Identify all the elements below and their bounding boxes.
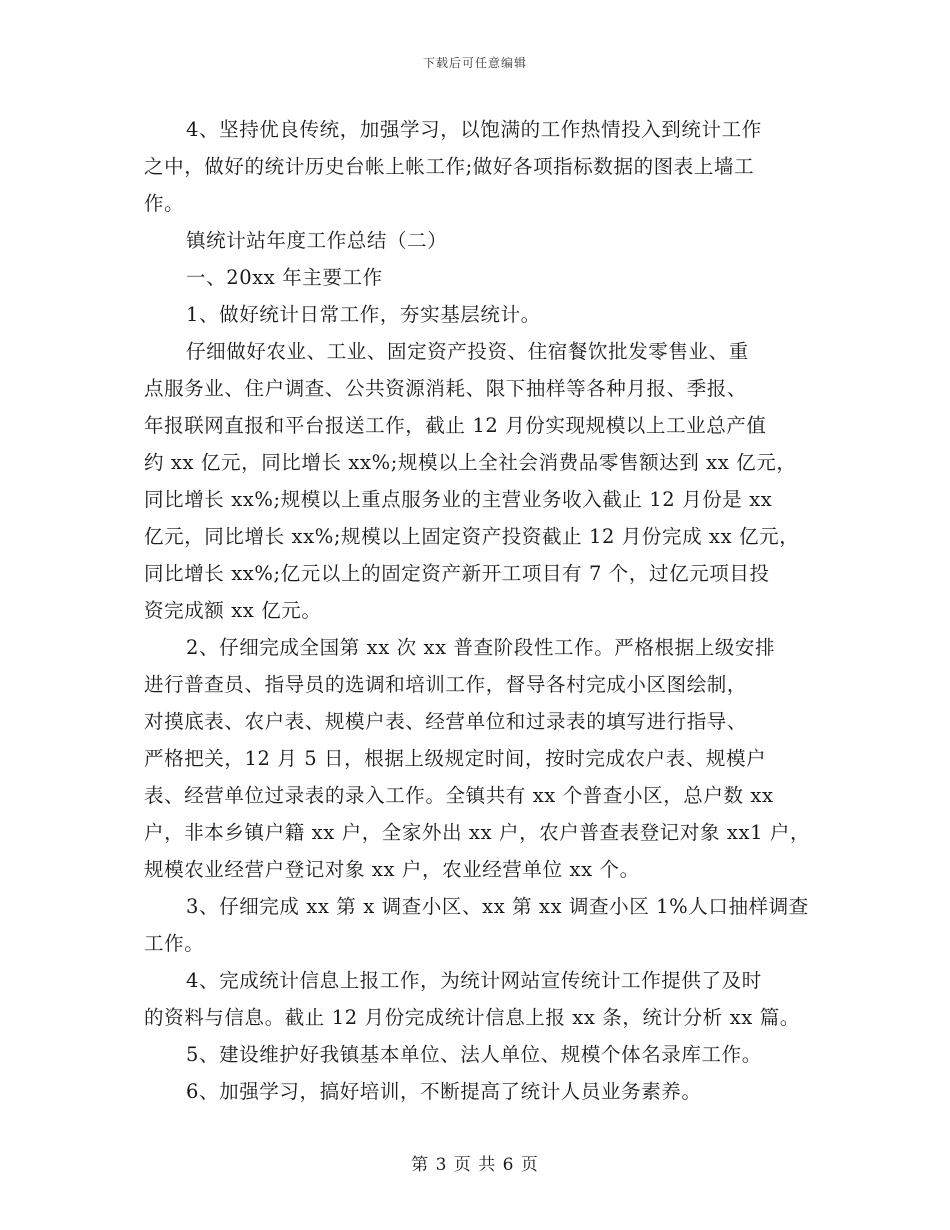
text-line: 亿元，同比增长 xx%;规模以上固定资产投资截止 12 月份完成 xx 亿元， [144, 525, 800, 548]
paragraph [144, 1036, 812, 1073]
text-line: 对摸底表、农户表、规模户表、经营单位和过录表的填写进行指导、 [144, 710, 748, 733]
text-line: 资完成额 xx 亿元。 [144, 599, 322, 622]
paragraph [144, 1073, 812, 1110]
text-line: 进行普查员、指导员的选调和培训工作，督导各村完成小区图绘制， [144, 673, 748, 696]
text-line: 2、仔细完成全国第 xx 次 xx 普查阶段性工作。严格根据上级安排 [186, 636, 776, 659]
text-line: 的资料与信息。截止 12 月份完成统计信息上报 xx 条，统计分析 xx 篇。 [144, 1006, 800, 1029]
page-header: 下载后可任意编辑 [422, 56, 527, 70]
text-line: 6、加强学习，搞好培训，不断提高了统计人员业务素养。 [186, 1080, 702, 1103]
text-line: 同比增长 xx%;规模以上重点服务业的主营业务收入截止 12 月份是 xx [144, 488, 773, 511]
text-line: 约 xx 亿元，同比增长 xx%;规模以上全社会消费品零售额达到 xx 亿元， [144, 451, 797, 474]
text-line: 一、20xx 年主要工作 [186, 266, 383, 289]
document-body [144, 111, 812, 1110]
sub-heading [144, 296, 812, 333]
text-line: 作。 [144, 192, 185, 215]
text-line: 同比增长 xx%;亿元以上的固定资产新开工项目有 7 个，过亿元项目投 [144, 562, 770, 585]
text-line: 镇统计站年度工作总结（二） [186, 229, 448, 252]
text-line: 户，非本乡镇户籍 xx 户，全家外出 xx 户，农户普查表登记对象 xx1 户， [144, 821, 811, 844]
paragraph [144, 629, 812, 888]
paragraph [144, 888, 812, 962]
text-line: 严格把关，12 月 5 日，根据上级规定时间，按时完成农户表、规模户 [144, 747, 767, 770]
text-line: 5、建设维护好我镇基本单位、法人单位、规模个体名录库工作。 [186, 1043, 762, 1066]
paragraph [144, 111, 812, 222]
paragraph [144, 962, 812, 1036]
text-line: 1、做好统计日常工作，夯实基层统计。 [186, 303, 541, 326]
text-line: 仔细做好农业、工业、固定资产投资、住宿餐饮批发零售业、重 [186, 340, 749, 363]
text-line: 工作。 [144, 932, 205, 955]
text-line: 表、经营单位过录表的录入工作。全镇共有 xx 个普查小区，总户数 xx [144, 784, 774, 807]
section-title [144, 222, 812, 259]
page-number-footer: 第 3 页 共 6 页 [411, 1155, 539, 1175]
text-line: 规模农业经营户登记对象 xx 户，农业经营单位 xx 个。 [144, 858, 640, 881]
section-heading [144, 259, 812, 296]
text-line: 3、仔细完成 xx 第 x 调查小区、xx 第 xx 调查小区 1%人口抽样调查 [186, 895, 809, 918]
text-line: 之中，做好的统计历史台帐上帐工作;做好各项指标数据的图表上墙工 [144, 155, 755, 178]
text-line: 4、完成统计信息上报工作，为统计网站宣传统计工作提供了及时 [186, 969, 762, 992]
text-line: 点服务业、住户调查、公共资源消耗、限下抽样等各种月报、季报、 [144, 377, 748, 400]
paragraph [144, 333, 812, 629]
text-line: 4、坚持优良传统，加强学习，以饱满的工作热情投入到统计工作 [186, 118, 762, 141]
text-line: 年报联网直报和平台报送工作，截止 12 月份实现规模以上工业总产值 [144, 414, 767, 437]
